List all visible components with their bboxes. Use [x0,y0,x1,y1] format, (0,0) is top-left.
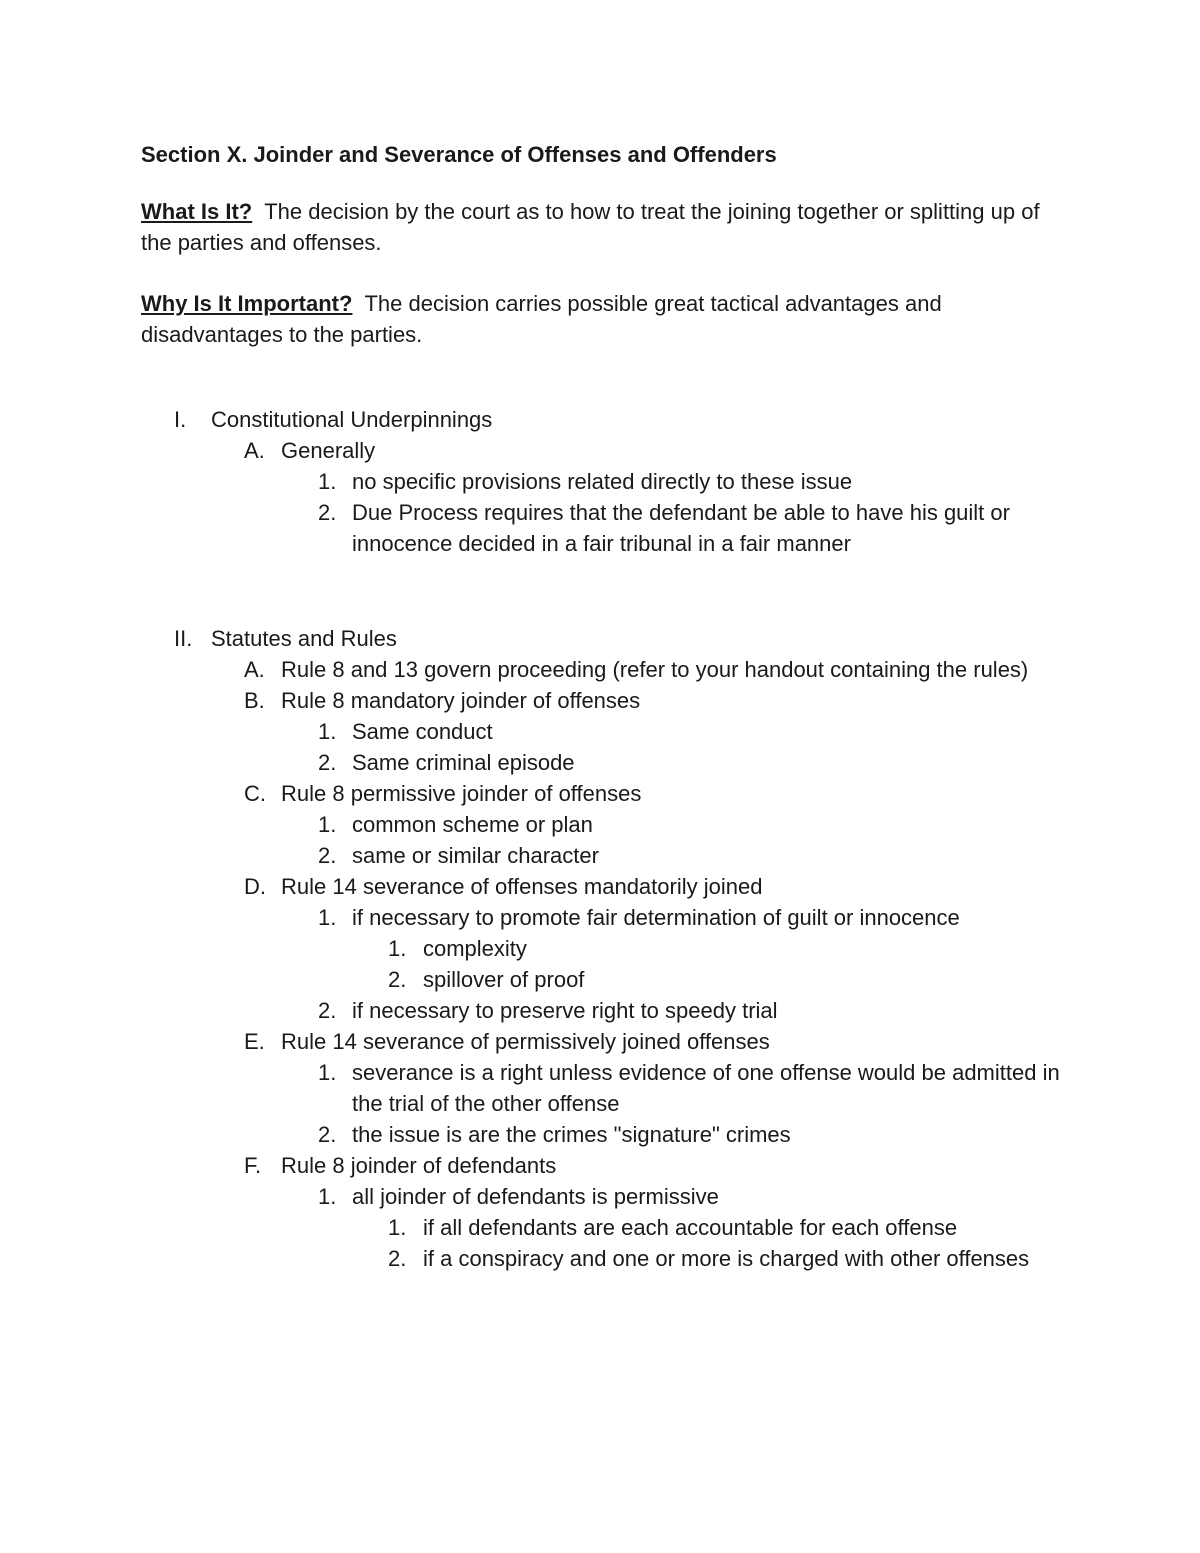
outline-marker: 1. [318,469,337,494]
outline-item [141,871,1071,902]
outline-marker: A. [244,438,265,463]
outline-subitem-text: all joinder of defendants is permissive [352,1184,719,1209]
outline-subitem [141,902,1071,933]
outline-subitem-text: severance is a right unless evidence of one offense would be admitted in the trial of the other offense [352,1060,1060,1116]
outline-marker: II. [174,626,193,651]
why-important-heading: Why Is It Important? [141,291,353,316]
outline-subsubitem [141,1212,1071,1243]
outline-subsubitem-text: if all defendants are each accountable for each offense [423,1215,958,1240]
outline-item-label: Generally [281,438,376,463]
what-is-it-text: The decision by the court as to how to treat the joining together or splitting up of the parties and offenses. [141,199,1040,255]
outline-item [141,1026,1071,1057]
outline-item [141,778,1071,809]
why-important-text: The decision carries possible great tactical advantages and disadvantages to the parties. [141,291,942,347]
outline-subitem-text: Due Process requires that the defendant be able to have his guilt or innocence decided in a fair tribunal in a fair manner [352,500,1010,556]
outline-subitem [141,1057,1071,1119]
outline-subitem-text: common scheme or plan [352,812,593,837]
outline-marker: 2. [318,1122,337,1147]
outline-subsubitem [141,964,1071,995]
outline-item [141,685,1071,716]
outline-marker: E. [244,1029,265,1054]
outline-subitem [141,747,1071,778]
outline-marker: 2. [388,1246,407,1271]
document-page [141,138,1071,1274]
outline-marker: C. [244,781,266,806]
outline-marker: A. [244,657,265,682]
outline-subitem [141,840,1071,871]
outline-item-label: Rule 8 joinder of defendants [281,1153,557,1178]
outline-marker: 1. [388,936,407,961]
outline-subitem-text: the issue is are the crimes "signature" crimes [352,1122,791,1147]
outline-subitem [141,995,1071,1026]
why-important-paragraph [141,288,1071,350]
outline-subitem-text: no specific provisions related directly to these issue [352,469,853,494]
outline-marker: 1. [318,719,337,744]
outline-subsubitem-text: complexity [423,936,527,961]
outline-item [141,654,1071,685]
outline-subitem [141,716,1071,747]
outline-marker: 2. [318,843,337,868]
outline-marker: 2. [318,998,337,1023]
outline-marker: F. [244,1153,262,1178]
outline-item-label: Rule 8 and 13 govern proceeding (refer to your handout containing the rules) [281,657,1029,682]
outline-marker: 2. [318,750,337,775]
outline-item-label: Rule 14 severance of offenses mandatorily joined [281,874,763,899]
outline-section-label: Statutes and Rules [211,626,397,651]
outline-subsubitem [141,933,1071,964]
outline-subitem-text: if necessary to promote fair determination of guilt or innocence [352,905,960,930]
outline-subitem-text: if necessary to preserve right to speedy trial [352,998,778,1023]
outline-item-label: Rule 14 severance of permissively joined offenses [281,1029,770,1054]
outline-marker: 1. [318,1060,337,1085]
outline-subitem-text: same or similar character [352,843,599,868]
outline-item-label: Rule 8 permissive joinder of offenses [281,781,642,806]
what-is-it-paragraph [141,196,1071,258]
outline-marker: D. [244,874,266,899]
outline-marker: 1. [388,1215,407,1240]
outline-section-ii [141,623,1071,654]
outline-subsubitem-text: if a conspiracy and one or more is charged with other offenses [423,1246,1030,1271]
outline-marker: 1. [318,1184,337,1209]
outline-section-i [141,404,1071,435]
outline-marker: B. [244,688,265,713]
outline-subitem [141,809,1071,840]
outline-subitem-text: Same conduct [352,719,493,744]
document-title: Section X. Joinder and Severance of Offenses and Offenders [141,142,777,167]
outline-subitem [141,497,1071,559]
outline-section-label: Constitutional Underpinnings [211,407,493,432]
outline-marker: 2. [318,500,337,525]
outline-marker: 2. [388,967,407,992]
outline-subsubitem-text: spillover of proof [423,967,585,992]
outline-item-label: Rule 8 mandatory joinder of offenses [281,688,641,713]
outline-subitem [141,466,1071,497]
outline-item [141,1150,1071,1181]
what-is-it-heading: What Is It? [141,199,253,224]
outline-subitem [141,1181,1071,1212]
outline-marker: 1. [318,812,337,837]
outline-subitem [141,1119,1071,1150]
outline-item [141,435,1071,466]
outline-subsubitem [141,1243,1071,1274]
outline-marker: I. [174,407,187,432]
outline-subitem-text: Same criminal episode [352,750,575,775]
outline-marker: 1. [318,905,337,930]
